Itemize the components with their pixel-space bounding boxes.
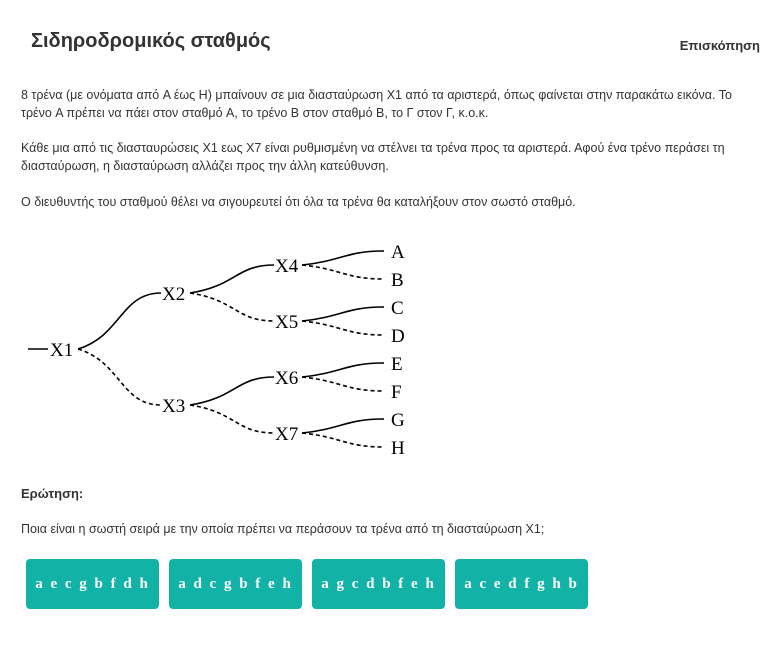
question-label: Ερώτηση: [21, 486, 84, 501]
junction-x3: X3 [162, 396, 186, 417]
track-x3-x6 [190, 377, 274, 405]
answer-button-4[interactable]: a c e d f g h b [455, 559, 588, 609]
page-title: Σιδηροδρομικός σταθμός [31, 30, 271, 52]
station-h: H [391, 438, 405, 459]
track-x3-x7 [190, 405, 274, 433]
answer-button-1[interactable]: a e c g b f d h [26, 559, 159, 609]
problem-paragraph-2: Κάθε μια από τις διασταυρώσεις X1 εως X7 είναι ρυθμισμένη να στέλνει τα τρένα προς τα αριστερά. Αφού ένα τρένο περάσει τη διασταύρωση, η διασταύρωση αλλάζει προς την άλλη κατεύθυνση. [21, 141, 725, 173]
track-x7-h [302, 433, 384, 447]
junction-x2: X2 [162, 284, 186, 305]
junction-x1: X1 [50, 340, 74, 361]
answer-button-2[interactable]: a d c g b f e h [169, 559, 302, 609]
station-a: A [391, 242, 405, 263]
answer-options [26, 559, 588, 609]
problem-paragraph-1: 8 τρένα (με ονόματα από A έως H) μπαίνουν σε μια διασταύρωση X1 από τα αριστερά, όπως φαίνεται στην παρακάτω εικόνα. Το τρένο A πρέπει να πάει στον σταθμό A, το τρένο B στον σταθμό B, το Γ στον Γ, κ.ο.κ. [21, 88, 732, 120]
station-f: F [391, 382, 402, 403]
question-text: Ποια είναι η σωστή σειρά με την οποία πρέπει να περάσουν τα τρένα από τη διασταύρωση X1; [21, 522, 545, 536]
track-x2-x4 [190, 265, 274, 293]
track-x5-d [302, 321, 384, 335]
railway-junction-diagram [26, 236, 426, 466]
track-x6-e [302, 363, 384, 377]
preview-link[interactable]: Επισκόπηση [679, 38, 760, 53]
track-x5-c [302, 307, 384, 321]
track-x1-x3 [78, 349, 161, 405]
station-b: B [391, 270, 404, 291]
junction-x4: X4 [275, 256, 299, 277]
answer-button-3[interactable]: a g c d b f e h [312, 559, 445, 609]
track-x6-f [302, 377, 384, 391]
problem-paragraph-3: Ο διευθυντής του σταθμού θέλει να σιγουρευτεί ότι όλα τα τρένα θα καταλήξουν στον σωστό σταθμό. [21, 195, 576, 209]
track-x4-b [302, 265, 384, 279]
track-x1-x2 [78, 293, 161, 349]
junction-x7: X7 [275, 424, 299, 445]
station-e: E [391, 354, 403, 375]
station-g: G [391, 410, 405, 431]
station-c: C [391, 298, 404, 319]
track-x7-g [302, 419, 384, 433]
station-d: D [391, 326, 405, 347]
track-x2-x5 [190, 293, 274, 321]
junction-x6: X6 [275, 368, 299, 389]
junction-x5: X5 [275, 312, 299, 333]
track-x4-a [302, 251, 384, 265]
